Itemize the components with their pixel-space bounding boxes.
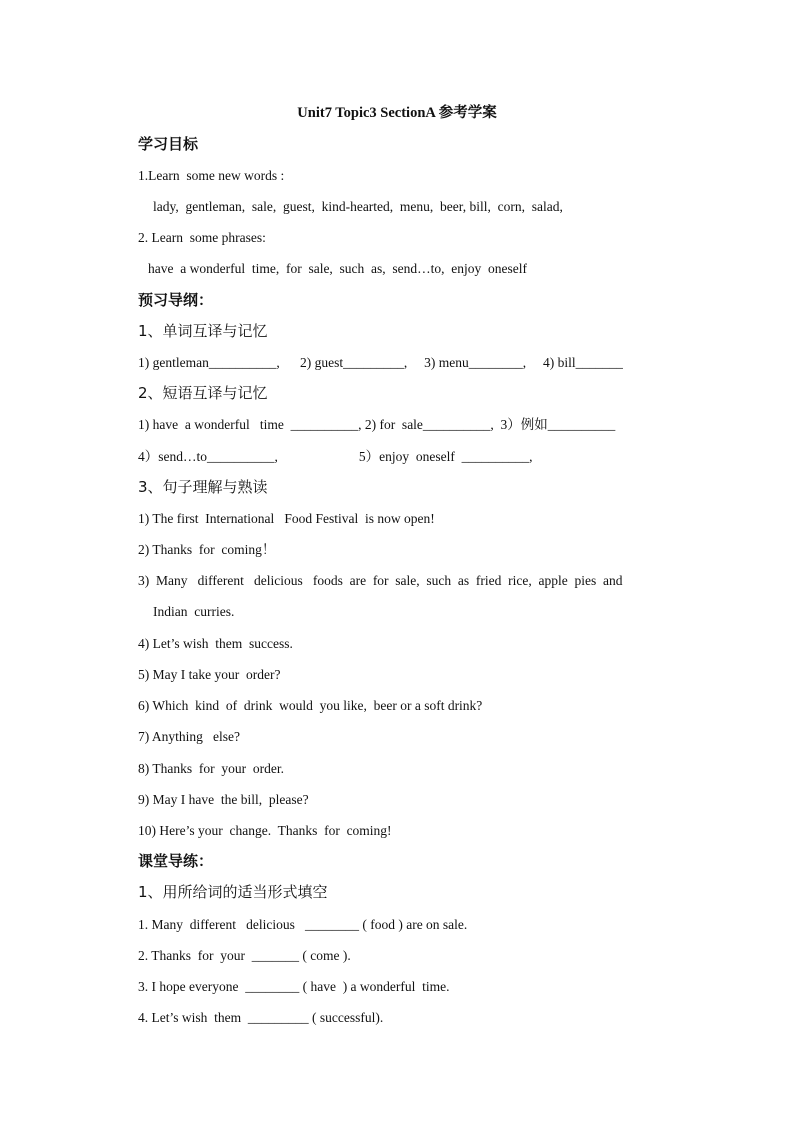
exercise-4: 4. Let’s wish them _________ ( successful). <box>138 1010 384 1025</box>
sentence-9: 9) May I have the bill, please? <box>138 792 309 807</box>
page-title: Unit7 Topic3 SectionA 参考学案 <box>297 105 497 121</box>
classroom-heading: 课堂导练： <box>138 852 214 870</box>
sentence-8: 8) Thanks for your order. <box>138 761 284 776</box>
preview-heading: 预习导纲： <box>138 291 214 309</box>
sentence-7: 7) Anything else? <box>138 729 240 744</box>
sentence-6: 6) Which kind of drink would you like, beer or a soft drink? <box>138 698 483 713</box>
exercise-1: 1. Many different delicious ________ ( food ) are on sale. <box>138 917 468 932</box>
sentence-3: 3) Many different delicious foods are for sale, such as fried rice, apple pies and <box>138 573 623 588</box>
sentence-2: 2) Thanks for coming！ <box>138 542 276 557</box>
preview-part3-heading: 3、句子理解与熟读 <box>138 478 268 496</box>
objectives-line-1: 1.Learn some new words : <box>138 168 285 183</box>
preview-part2-line-2: 4）send…to__________, 5）enjoy oneself __________, <box>138 449 533 464</box>
sentence-3-continued: Indian curries. <box>153 604 235 619</box>
objectives-line-2: 2. Learn some phrases: <box>138 230 266 245</box>
sentence-5: 5) May I take your order? <box>138 667 281 682</box>
sentence-4: 4) Let’s wish them success. <box>138 636 293 651</box>
preview-part1-line: 1) gentleman__________, 2) guest_________, 3) menu________, 4) bill_______ <box>138 355 623 370</box>
objectives-phrases-line: have a wonderful time, for sale, such as, send…to, enjoy oneself <box>148 261 528 276</box>
preview-part2-line-1: 1) have a wonderful time __________, 2) for sale__________, 3）例如__________ <box>138 417 616 432</box>
classroom-part1-heading: 1、用所给词的适当形式填空 <box>138 883 328 901</box>
sentence-10: 10) Here’s your change. Thanks for coming! <box>138 823 392 838</box>
sentence-1: 1) The first International Food Festival is now open! <box>138 511 435 526</box>
preview-part1-heading: 1、单词互译与记忆 <box>138 322 268 340</box>
objectives-heading: 学习目标 <box>138 135 199 153</box>
exercise-2: 2. Thanks for your _______ ( come ). <box>138 948 351 963</box>
preview-part2-heading: 2、短语互译与记忆 <box>138 384 268 402</box>
exercise-3: 3. I hope everyone ________ ( have ) a wonderful time. <box>138 979 450 994</box>
objectives-words-line: lady, gentleman, sale, guest, kind-hearted, menu, beer, bill, corn, salad, <box>153 199 563 214</box>
